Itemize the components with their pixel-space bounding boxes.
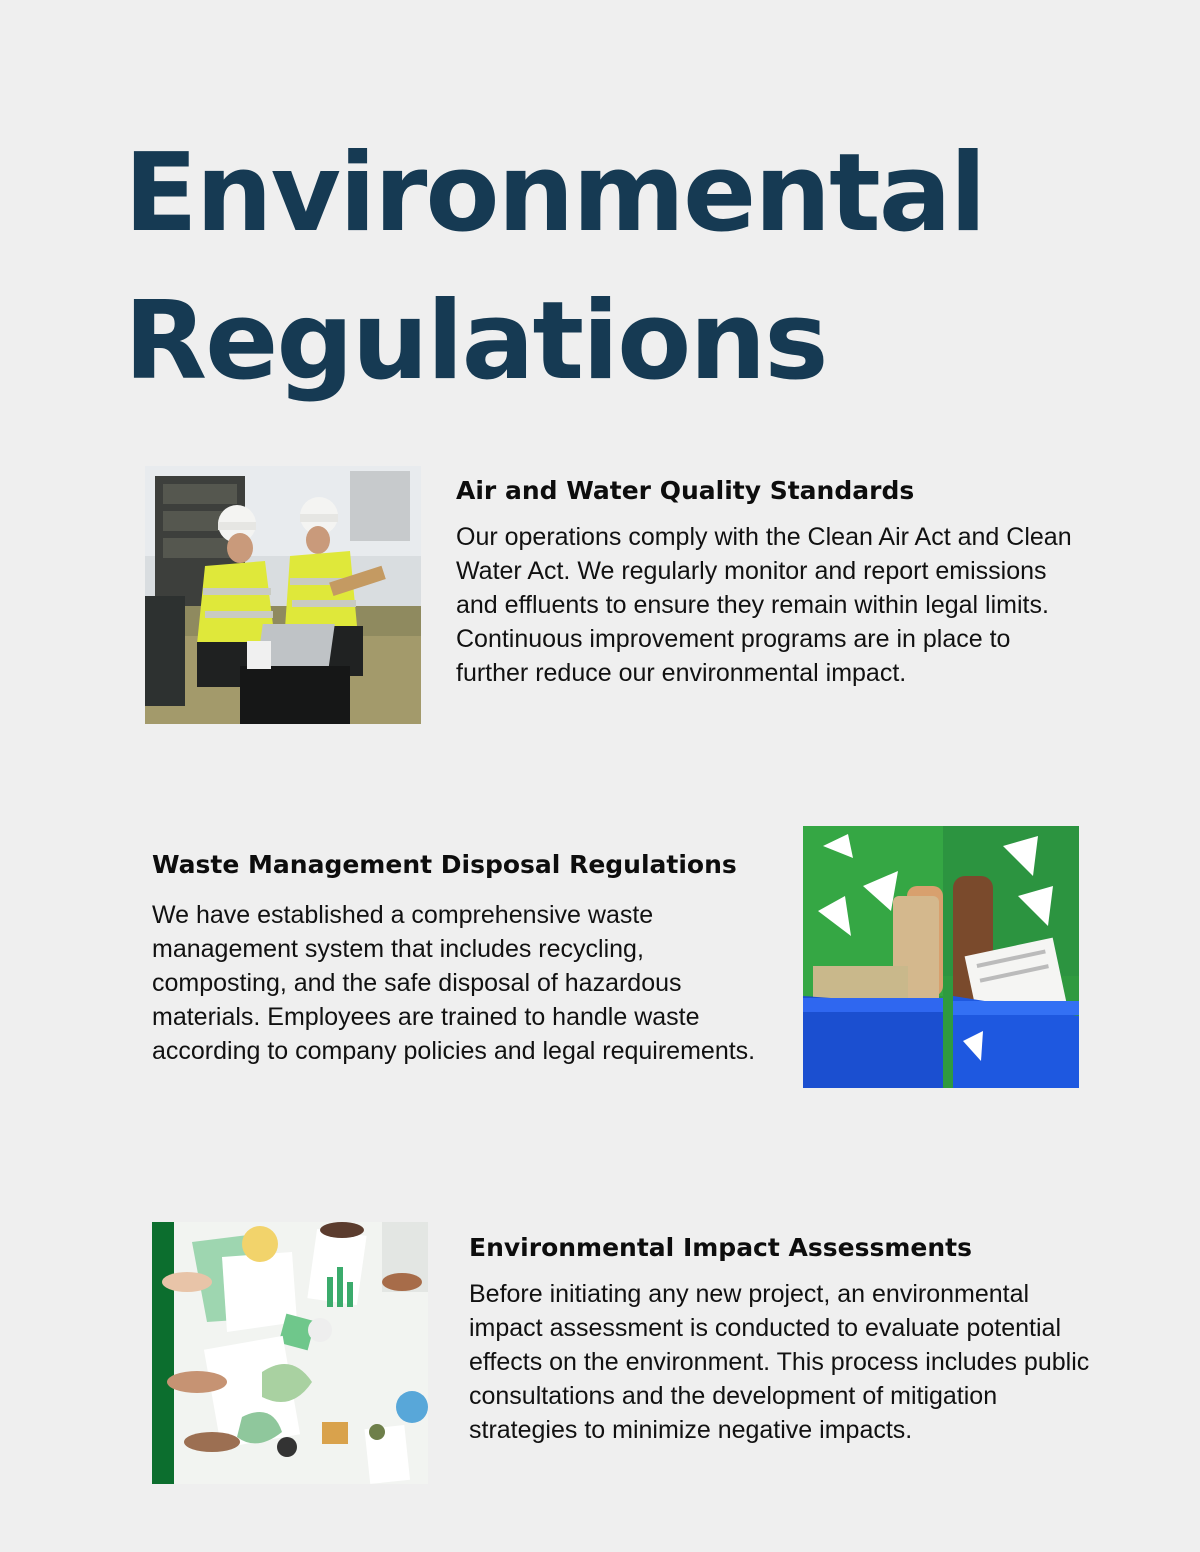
section-body-air-water: Our operations comply with the Clean Air Act and Clean Water Act. We regularly monitor and report emissions and effluents to ensure they remain within legal limits. Continuous improvement programs are in place to further reduce our environmental impact.: [456, 523, 1072, 687]
water-testing-photo: [145, 466, 421, 724]
section-heading-impact-assessments: Environmental Impact Assessments: [469, 1233, 972, 1262]
page-title-line-2: Regulations: [124, 279, 827, 404]
recycling-bins-photo: [803, 826, 1079, 1088]
section-body-waste-management: We have established a comprehensive waste management system that includes recycling, composting, and the safe disposal of hazardous materials. Employees are trained to handle waste according to company policies and legal requirements.: [152, 901, 756, 1065]
page-title-line-1: Environmental: [124, 131, 985, 256]
page-title: [124, 120, 1124, 416]
section-heading-waste-management: Waste Management Disposal Regulations: [152, 850, 737, 879]
impact-assessment-photo: [152, 1222, 428, 1484]
section-heading-air-water: Air and Water Quality Standards: [456, 476, 915, 505]
section-body-impact-assessments: Before initiating any new project, an environmental impact assessment is conducted to evaluate potential effects on the environment. This process includes public consultations and the development of mitigation strategies to minimize negative impacts.: [469, 1280, 1090, 1444]
